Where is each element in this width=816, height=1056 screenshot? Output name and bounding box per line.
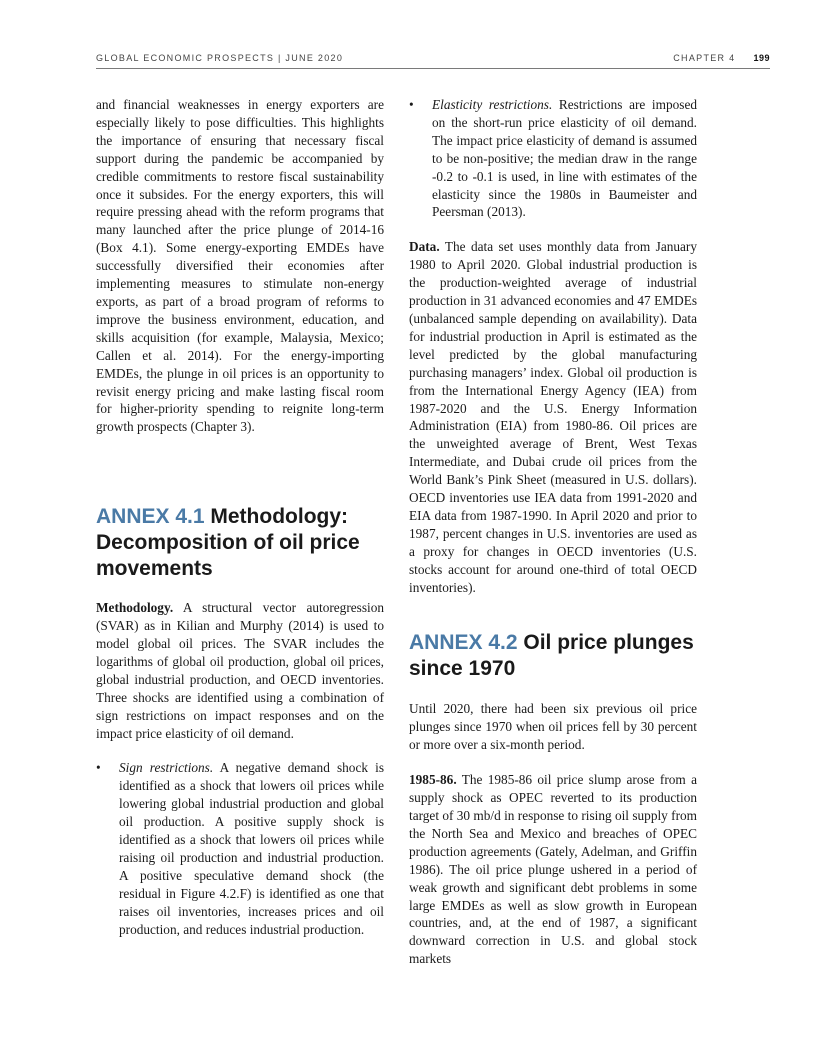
bullet-dot: • xyxy=(409,97,414,112)
data-paragraph xyxy=(409,238,697,596)
publication-title: GLOBAL ECONOMIC PROSPECTS | JUNE 2020 xyxy=(96,53,344,63)
methodology-paragraph xyxy=(96,599,384,742)
page-number: 199 xyxy=(753,53,770,63)
data-text: The data set uses monthly data from January 1980 to April 2020. Global industrial production is the production-weighted average of industrial production in 31 advanced economies and 47 EMDEs (unbalanced sample depending on availability). Data for industrial production in April is estimated as the level predicted by the global manufacturing purchasing managers’ index. Global oil production is from the International Energy Agency (IEA) from 1987-2020 and the U.S. Energy Information Administration (EIA) from 1980-86. Oil prices are the unweighted average of Brent, West Texas Intermediate, and Dubai crude oil prices from the World Bank’s Pink Sheet (measured in U.S. dollars). OECD inventories use IEA data from 1991-2020 and EIA data from 1987-1990. In April 2020 and prior to 1987, percent changes in U.S. inventories are used as a proxy for changes in OECD inventories (U.S. stocks account for around one-third of total OECD inventories). xyxy=(409,239,697,595)
annex-4-1-number: ANNEX 4.1 xyxy=(96,505,205,529)
chapter-page xyxy=(673,53,770,63)
1985-86-paragraph xyxy=(409,771,697,968)
1985-86-text: The 1985-86 oil price slump arose from a supply shock as OPEC reverted to its production target of 30 mb/d in response to rising oil supply from the North Sea and Mexico and breaches of OPEC production agreements (Gately, Adelman, and Griffin 1986). The oil price plunge ushered in a period of weak growth and significant debt problems in some large EMDEs as well as slow growth in European countries, and, at the end of 1987, a significant downward correction in U.S. and global stock markets xyxy=(409,772,697,967)
methodology-lead: Methodology. xyxy=(96,600,174,616)
annex-4-2-title: Oil price plunges since 1970 xyxy=(409,631,694,681)
running-header xyxy=(96,52,770,69)
1985-86-lead: 1985-86. xyxy=(409,772,457,788)
right-column xyxy=(409,96,697,968)
bullet-dot: • xyxy=(96,760,101,776)
sign-restrictions-lead: Sign restrictions. xyxy=(119,760,214,776)
data-lead: Data. xyxy=(409,239,440,255)
until-2020-paragraph: Until 2020, there had been six previous oil price plunges since 1970 when oil prices fell by 30 percent or more over a six-month period. xyxy=(409,701,697,753)
left-column xyxy=(96,96,384,939)
annex-4-2-number: ANNEX 4.2 xyxy=(409,631,518,655)
elasticity-restrictions-text: Restrictions are imposed on the short-run price elasticity of oil demand. The impact price elasticity of demand is assumed to be non-positive; the median draw in the range -0.2 to -0.1 is used, in line with estimates of the elasticity since the 1980s in Baumeister and Peersman (2013). xyxy=(432,97,697,220)
bullet-elasticity-restrictions xyxy=(409,96,697,221)
annex-4-2-heading xyxy=(409,630,697,682)
annex-4-1-title: Methodology: Decomposition of oil price movements xyxy=(96,505,360,581)
chapter-label: CHAPTER 4 xyxy=(673,53,736,63)
elasticity-restrictions-lead: Elasticity restrictions. xyxy=(432,97,553,112)
sign-restrictions-text: A negative demand shock is identified as a shock that lowers oil prices while lowering global industrial production and global oil production. A positive supply shock is identified as a shock that lowers oil prices while raising oil production and industrial production. A positive speculative demand shock (the residual in Figure 4.2.F) is identified as one that raises oil inventories, increases prices and oil production, and reduces industrial production. xyxy=(119,760,385,937)
intro-paragraph: and financial weaknesses in energy exporters are especially likely to pose difficulties. This highlights the importance of ensuring that necessary fiscal support during the pandemic be accompanied by credible commitments to restore fiscal sustainability once it subsides. For the energy exporters, this will require pressing ahead with the reform programs that many launched after the price plunge of 2014-16 (Box 4.1). Some energy-exporting EMDEs have successfully diversified their economies after implementing measures to stimulate non-energy exports, as part of a broad program of reforms to improve the business environment, education, and skills acquisition (for example, Malaysia, Mexico; Callen et al. 2014). For the energy-importing EMDEs, the plunge in oil prices is an opportunity to revisit energy pricing and make lasting fiscal room for higher-priority spending to reignite long-term growth prospects (Chapter 3). xyxy=(96,97,384,435)
methodology-text: A structural vector autoregression (SVAR) as in Kilian and Murphy (2014) is used to model global oil prices. The SVAR includes the logarithms of global oil production, global oil prices, global industrial production, and OECD inventories. Three shocks are identified using a combination of sign restrictions on impact responses and on the impact price elasticity of oil demand. xyxy=(96,600,384,741)
annex-4-1-heading xyxy=(96,504,384,582)
bullet-sign-restrictions xyxy=(96,759,384,938)
